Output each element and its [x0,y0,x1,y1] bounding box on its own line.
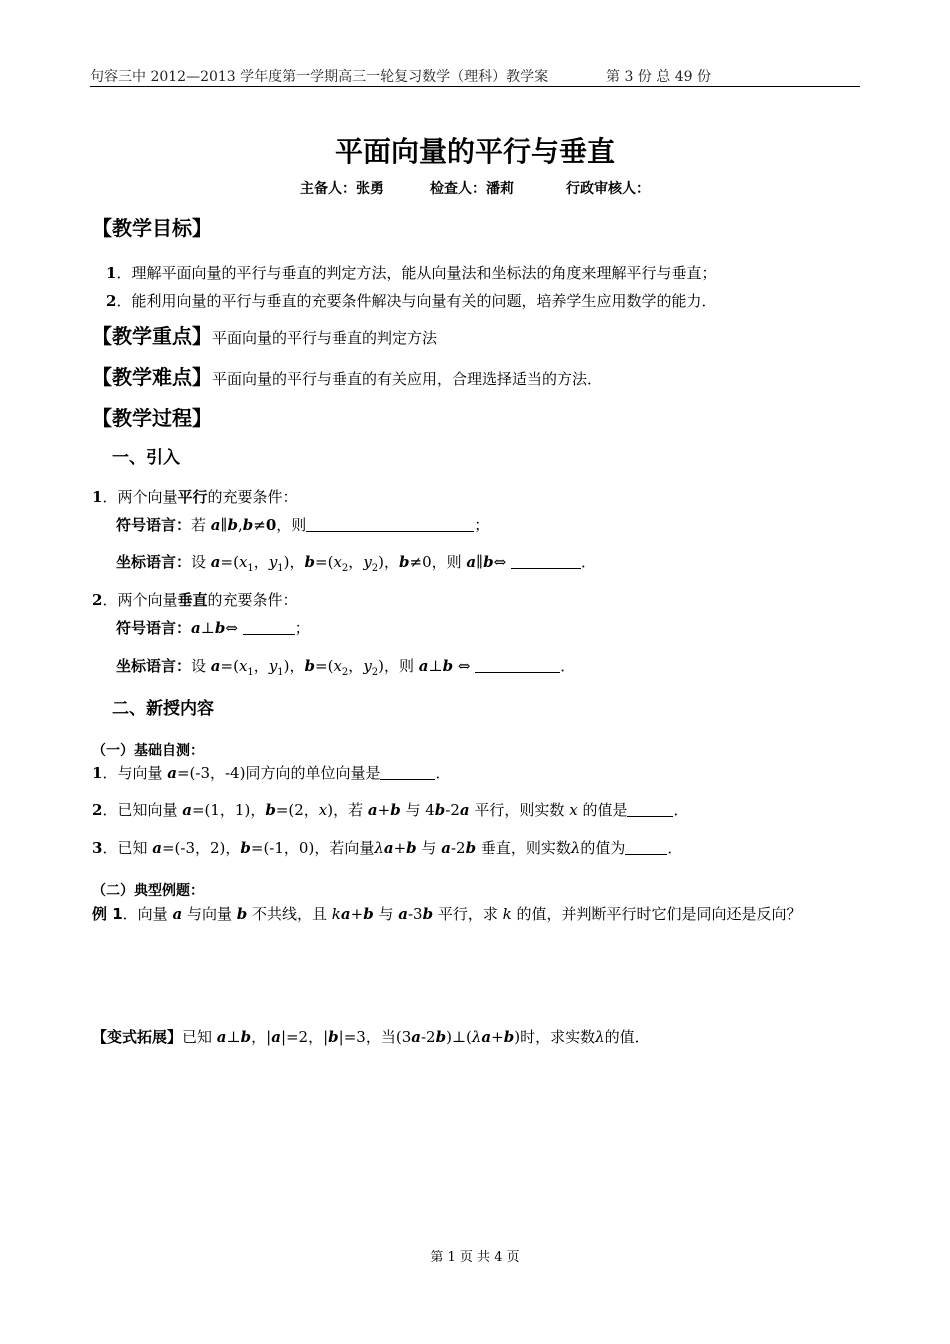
goal-num: 1 [106,264,117,282]
symbol-label: 符号语言： [116,516,192,534]
new-content-heading: 二、新授内容 [112,699,214,719]
perpendicular-condition: 2．两个向量垂直的充要条件： [92,591,298,609]
difficulty-heading: 【教学难点】 [92,365,212,389]
difficulty-section [92,361,602,390]
difficulty-text: 平面向量的平行与垂直的有关应用，合理选择适当的方法． [212,370,603,388]
preparer: 主备人：张勇 [300,181,384,197]
symbol-label: 符号语言： [116,619,192,637]
goal-item-1: 1．理解平面向量的平行与垂直的判定方法，能从向量法和坐标法的角度来理解平行与垂直； [106,264,717,282]
example-label: 例 1 [92,905,123,923]
checker: 检查人：潘莉 [430,181,514,197]
header-right: 第 3 份 总 49 份 [606,69,711,85]
goals-heading: 【教学目标】 [92,216,212,240]
process-heading: 【教学过程】 [92,406,212,430]
coord-label: 坐标语言： [116,657,192,675]
page-footer: 第 1 页 共 4 页 [430,1250,520,1265]
goal-num: 2 [106,292,117,310]
parallel-condition: 1．两个向量平行的充要条件： [92,488,298,506]
basic-question-3: 3．已知 a=(-3，2)，b=(-1，0)，若向量λa+b 与 a-2b 垂直，则实数λ的值为 ． [92,839,683,857]
blank [475,657,560,673]
blank [306,516,474,532]
examples-heading: （二）典型例题： [92,883,204,899]
basic-question-1: 1．与向量 a=(-3，-4)同方向的单位向量是 ． [92,764,451,782]
blank [625,839,667,855]
perp-symbol-line: 符号语言：a⊥b⇔ ； [116,619,310,637]
perp-coord-line: 坐标语言：设 $a=(x_1$，$y_1$)，$b=(x_2$，$y_2$)，则 a⊥b ⇔ ． [116,657,576,678]
blank [243,619,295,635]
coord-label: 坐标语言： [116,553,192,571]
parallel-coord-line: 坐标语言：设 $a=(x_1$，$y_1$)，$b=(x_2$，$y_2$)，b≠0，则 a∥b⇔ ． [116,553,596,574]
reviewer: 行政审核人： [566,181,650,197]
blank [627,801,673,817]
parallel-symbol-line: 符号语言：若 a∥b,b≠0，则 ； [116,516,490,534]
header-rule [90,86,860,87]
focus-section [92,320,437,349]
extension-label: 【变式拓展】 [92,1028,183,1046]
header-left: 句容三中 2012—2013 学年度第一学期高三一轮复习数学（理科）教学案 [90,69,549,85]
blank [380,764,435,780]
goal-text: 能利用向量的平行与垂直的充要条件解决与向量有关的问题，培养学生应用数学的能力． [131,292,717,310]
basic-question-2: 2．已知向量 a=(1，1)，b=(2，x)，若 a+b 与 4b-2a 平行，则实数 x 的值是 ． [92,801,689,819]
example-1: 例 1．向量 a 与向量 b 不共线，且 ka+b 与 a-3b 平行，求 k 的值，并判断平行时它们是同向还是反向？ [92,905,802,923]
goal-item-2: 2．能利用向量的平行与垂直的充要条件解决与向量有关的问题，培养学生应用数学的能力． [106,292,717,310]
focus-heading: 【教学重点】 [92,324,212,348]
blank [511,553,581,569]
perpendicular-keyword: 垂直 [177,591,208,609]
extension-problem: 【变式拓展】已知 a⊥b，|a|=2，|b|=3，当(3a-2b)⊥(λa+b)时，求实数λ的值． [92,1028,650,1046]
intro-heading: 一、引入 [112,448,180,468]
parallel-keyword: 平行 [177,488,208,506]
goal-text: 理解平面向量的平行与垂直的判定方法，能从向量法和坐标法的角度来理解平行与垂直； [131,264,717,282]
focus-text: 平面向量的平行与垂直的判定方法 [212,329,438,347]
page-title: 平面向量的平行与垂直 [334,135,615,168]
basic-test-heading: （一）基础自测： [92,743,204,759]
